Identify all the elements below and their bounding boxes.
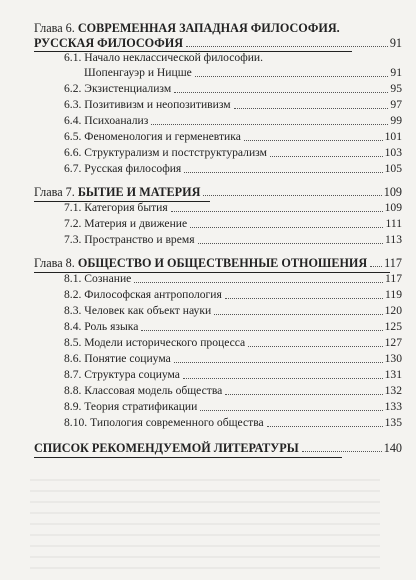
chapter-6-title-line2: РУССКАЯ ФИЛОСОФИЯ — [34, 36, 184, 50]
toc-item-8-9 — [64, 400, 402, 414]
item-page: 101 — [384, 130, 402, 143]
item-page: 105 — [384, 162, 402, 175]
item-page: 130 — [384, 352, 402, 365]
leader-dots — [302, 450, 382, 452]
leader-dots — [234, 107, 389, 109]
item-title: Понятие социума — [84, 352, 171, 365]
item-title: Теория стратификации — [84, 400, 198, 413]
item-page: 109 — [384, 201, 402, 214]
leader-dots — [171, 210, 383, 212]
toc-item-8-10 — [64, 416, 402, 430]
leader-dots — [184, 171, 382, 173]
chapter-8-page: 117 — [384, 256, 402, 270]
chapter-6-page: 91 — [389, 36, 402, 50]
item-title: Психоанализ — [84, 114, 149, 127]
leader-dots — [174, 91, 388, 93]
leader-dots — [370, 265, 382, 267]
item-number: 6.4. — [64, 114, 82, 127]
item-page: 117 — [385, 272, 402, 285]
item-title: Человек как объект науки — [84, 304, 212, 317]
toc-item-6-4 — [64, 114, 402, 128]
chapter-7-prefix: Глава 7. — [34, 185, 75, 199]
toc-item-8-6 — [64, 352, 402, 366]
toc-item-8-8 — [64, 384, 402, 398]
item-number: 6.3. — [64, 98, 82, 111]
item-title: Феноменология и герменевтика — [84, 130, 241, 143]
item-page: 113 — [385, 233, 402, 246]
item-number: 8.3. — [64, 304, 82, 317]
leader-dots — [141, 329, 382, 331]
item-number: 8.5. — [64, 336, 82, 349]
item-number: 8.6. — [64, 352, 82, 365]
item-number: 8.7. — [64, 368, 82, 381]
item-page: 103 — [384, 146, 402, 159]
leader-dots — [214, 313, 382, 315]
item-number: 8.4. — [64, 320, 82, 333]
leader-dots — [186, 45, 388, 47]
leader-dots — [244, 139, 383, 141]
toc-item-6-5 — [64, 130, 402, 144]
item-page: 119 — [385, 288, 402, 301]
item-title: Категория бытия — [84, 201, 168, 214]
item-title: Сознание — [84, 272, 132, 285]
leader-dots — [200, 409, 382, 411]
toc-item-6-1-cont — [84, 66, 402, 80]
leader-dots — [174, 361, 383, 363]
item-title: Структура социума — [84, 368, 180, 381]
item-title: Роль языка — [84, 320, 139, 333]
item-page: 99 — [390, 114, 402, 127]
item-title: Классовая модель общества — [84, 384, 223, 397]
item-number: 6.5. — [64, 130, 82, 143]
chapter-6-heading-line2 — [34, 36, 402, 50]
item-number: 7.2. — [64, 217, 82, 230]
leader-dots — [225, 297, 383, 299]
leader-dots — [198, 242, 383, 244]
chapter-8-heading — [34, 256, 402, 270]
bibliography-page: 140 — [383, 441, 402, 455]
item-number: 7.3. — [64, 233, 82, 246]
toc-item-7-2 — [64, 217, 402, 231]
leader-dots — [151, 123, 388, 125]
toc-item-6-2 — [64, 82, 402, 96]
chapter-7-heading — [34, 185, 402, 199]
item-title: Модели исторического процесса — [84, 336, 246, 349]
item-number: 6.2. — [64, 82, 82, 95]
item-page: 135 — [384, 416, 402, 429]
toc-item-6-6 — [64, 146, 402, 160]
item-page: 132 — [384, 384, 402, 397]
bibliography-heading — [34, 441, 402, 455]
toc-item-8-4 — [64, 320, 402, 334]
item-title: Философская антропология — [84, 288, 222, 301]
leader-dots — [183, 377, 383, 379]
item-page: 131 — [384, 368, 402, 381]
item-number: 7.1. — [64, 201, 82, 214]
toc-item-8-3 — [64, 304, 402, 318]
item-number: 8.2. — [64, 288, 82, 301]
toc-item-6-3 — [64, 98, 402, 112]
toc-item-8-2 — [64, 288, 402, 302]
item-page: 95 — [390, 82, 402, 95]
bleed-through-texture — [30, 470, 380, 570]
chapter-8-prefix: Глава 8. — [34, 256, 75, 270]
item-title-continuation: Шопенгауэр и Ницше — [84, 66, 192, 79]
leader-dots — [134, 281, 383, 283]
chapter-7-page: 109 — [383, 185, 402, 199]
item-number: 8.10. — [64, 416, 88, 429]
item-number: 8.9. — [64, 400, 82, 413]
bibliography-underline — [34, 457, 342, 458]
chapter-8-title: ОБЩЕСТВО И ОБЩЕСТВЕННЫЕ ОТНОШЕНИЯ — [77, 256, 368, 270]
leader-dots — [195, 75, 389, 77]
item-number: 6.1. — [64, 51, 82, 64]
item-page: 120 — [384, 304, 402, 317]
item-title: Позитивизм и неопозитивизм — [84, 98, 231, 111]
toc-item-6-7 — [64, 162, 402, 176]
chapter-6-heading — [34, 21, 402, 35]
chapter-6-title-line1: Глава 6. СОВРЕМЕННАЯ ЗАПАДНАЯ ФИЛОСОФИЯ. — [34, 21, 340, 35]
item-page: 91 — [390, 66, 402, 79]
bibliography-title: СПИСОК РЕКОМЕНДУЕМОЙ ЛИТЕРАТУРЫ — [34, 441, 299, 455]
leader-dots — [248, 345, 382, 347]
item-title: Материя и движение — [84, 217, 188, 230]
item-number: 8.1. — [64, 272, 82, 285]
item-page: 133 — [384, 400, 402, 413]
leader-dots — [203, 194, 381, 196]
leader-dots — [190, 226, 383, 228]
item-page: 127 — [384, 336, 402, 349]
item-title: Экзистенциализм — [84, 82, 172, 95]
item-page: 97 — [390, 98, 402, 111]
leader-dots — [225, 393, 382, 395]
chapter-7-title: БЫТИЕ И МАТЕРИЯ — [77, 185, 201, 199]
item-number: 6.7. — [64, 162, 82, 175]
toc-item-8-7 — [64, 368, 402, 382]
leader-dots — [267, 425, 383, 427]
toc-item-8-5 — [64, 336, 402, 350]
item-page: 111 — [385, 217, 402, 230]
toc-item-7-1 — [64, 201, 402, 215]
item-title: Типология современного общества — [90, 416, 264, 429]
item-number: 8.8. — [64, 384, 82, 397]
leader-dots — [270, 155, 383, 157]
item-number: 6.6. — [64, 146, 82, 159]
item-title: Начало неклассической философии. — [84, 51, 264, 64]
item-title: Структурализм и постструктурализм — [84, 146, 267, 159]
item-page: 125 — [384, 320, 402, 333]
item-title: Русская философия — [84, 162, 182, 175]
toc-item-6-1 — [64, 51, 402, 65]
item-title: Пространство и время — [84, 233, 195, 246]
toc-item-8-1 — [64, 272, 402, 286]
toc-item-7-3 — [64, 233, 402, 247]
